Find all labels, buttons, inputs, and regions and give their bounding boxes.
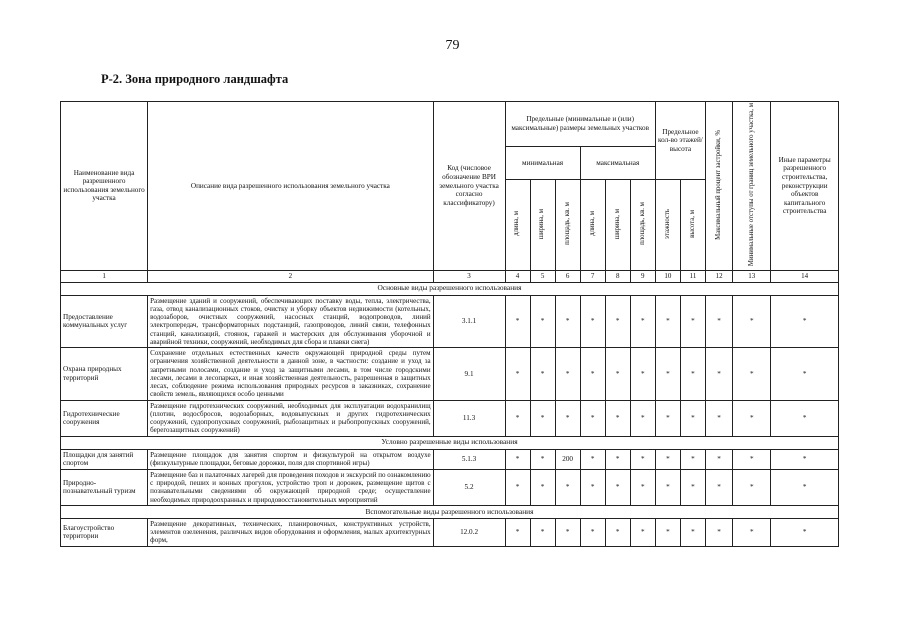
use-type-code: 5.1.3: [433, 449, 505, 469]
parameter-value: *: [705, 518, 732, 546]
header-height: высота, м: [680, 180, 705, 270]
column-number: 11: [680, 270, 705, 282]
header-name: Наименование вида разрешенного использования земельного участка: [61, 102, 148, 271]
parameter-value: *: [530, 295, 555, 348]
use-type-description: Размещение баз и палаточных лагерей для проведения походов и экскурсий по ознакомлению с природой, пеших и конных прогулок, устройство троп и дорожек, размещение щитов с познавательными сведениями об окружающей природной среде; осуществление необходимых природоохранных и природовосстановительных мероприятий: [148, 469, 433, 505]
parameter-value: *: [771, 469, 839, 505]
column-number: 14: [771, 270, 839, 282]
table-row: [61, 295, 839, 348]
parameter-value: *: [733, 518, 771, 546]
parameter-value: *: [530, 348, 555, 401]
parameter-value: *: [733, 295, 771, 348]
parameter-value: *: [771, 295, 839, 348]
use-type-code: 9.1: [433, 348, 505, 401]
parameter-value: *: [605, 348, 630, 401]
parameter-value: *: [705, 348, 732, 401]
parameter-value: *: [630, 348, 655, 401]
column-number: 1: [61, 270, 148, 282]
parameter-value: *: [630, 449, 655, 469]
parameter-value: *: [580, 295, 605, 348]
table-row: [61, 348, 839, 401]
column-number: 8: [605, 270, 630, 282]
use-type-name: Предоставление коммунальных услуг: [61, 295, 148, 348]
parameter-value: *: [733, 469, 771, 505]
column-numbers-row: [61, 270, 839, 282]
header-min-area: площадь, кв. м: [555, 180, 580, 270]
parameter-value: *: [655, 518, 680, 546]
parameter-value: *: [555, 400, 580, 436]
column-number: 4: [505, 270, 530, 282]
parameter-value: *: [680, 400, 705, 436]
column-number: 5: [530, 270, 555, 282]
parameter-value: *: [580, 449, 605, 469]
header-floors: этажность: [655, 180, 680, 270]
parameter-value: *: [733, 400, 771, 436]
use-type-code: 5.2: [433, 469, 505, 505]
header-min-width: ширина, м: [530, 180, 555, 270]
column-number: 3: [433, 270, 505, 282]
header-build-percent: Максимальный процент застройки, %: [705, 102, 732, 271]
use-type-description: Сохранение отдельных естественных качеств окружающей природной среды путем ограничения хозяйственной деятельности в данной зоне, в частности: создание и уход за запретными полосами, создание и уход за защитными лесами, в том числе городскими лесами, лесами в лесопарках, и иная хозяйственная деятельность, разрешенная в защитных лесах, соблюдение режима использования природных ресурсов в заказниках, сохранение свойств земель, являющихся особо ценными: [148, 348, 433, 401]
header-other-params: Иные параметры разрешенного строительства, реконструкции объектов капитального строительства: [771, 102, 839, 271]
parameter-value: *: [505, 400, 530, 436]
parameter-value: *: [655, 400, 680, 436]
parameter-value: *: [630, 469, 655, 505]
parameter-value: *: [771, 348, 839, 401]
parameter-value: *: [505, 295, 530, 348]
header-minimum: минимальная: [505, 147, 580, 180]
parameter-value: *: [630, 518, 655, 546]
group-title: Вспомогательные виды разрешенного использования: [61, 505, 839, 518]
parameter-value: *: [580, 518, 605, 546]
parameter-value: *: [655, 469, 680, 505]
parameter-value: *: [705, 295, 732, 348]
parameter-value: *: [680, 449, 705, 469]
group-header-row: [61, 505, 839, 518]
parameter-value: *: [505, 469, 530, 505]
parameter-value: *: [655, 348, 680, 401]
table-row: [61, 469, 839, 505]
header-max-length: длина, м: [580, 180, 605, 270]
parameter-value: *: [580, 348, 605, 401]
parameter-value: *: [505, 348, 530, 401]
land-use-table: [60, 101, 839, 547]
parameter-value: *: [605, 449, 630, 469]
parameter-value: *: [530, 449, 555, 469]
parameter-value: *: [680, 469, 705, 505]
parameter-value: *: [771, 449, 839, 469]
parameter-value: *: [733, 348, 771, 401]
parameter-value: *: [605, 518, 630, 546]
column-number: 10: [655, 270, 680, 282]
use-type-name: Природно-познавательный туризм: [61, 469, 148, 505]
column-number: 9: [630, 270, 655, 282]
section-title: Р-2. Зона природного ландшафта: [101, 72, 289, 86]
parameter-value: *: [705, 400, 732, 436]
use-type-name: Благоустройство территории: [61, 518, 148, 546]
column-number: 12: [705, 270, 732, 282]
header-maximum: максимальная: [580, 147, 655, 180]
parameter-value: *: [505, 449, 530, 469]
header-floors-height: Предельное кол-во этажей/ высота: [655, 102, 705, 180]
parameter-value: *: [530, 400, 555, 436]
table-row: [61, 400, 839, 436]
parameter-value: *: [655, 295, 680, 348]
column-number: 6: [555, 270, 580, 282]
column-number: 13: [733, 270, 771, 282]
parameter-value: *: [505, 518, 530, 546]
group-title: Условно разрешенные виды использования: [61, 436, 839, 449]
page-number: 79: [445, 38, 460, 53]
table-row: [61, 518, 839, 546]
parameter-value: *: [580, 469, 605, 505]
parameter-value: *: [605, 469, 630, 505]
header-min-length: длина, м: [505, 180, 530, 270]
use-type-name: Охрана природных территорий: [61, 348, 148, 401]
use-type-description: Размещение площадок для занятия спортом и физкультурой на открытом воздухе (физкультурные площадки, беговые дорожки, поля для спортивной игры): [148, 449, 433, 469]
use-type-description: Размещение гидротехнических сооружений, необходимых для эксплуатации водохранилищ (плотин, водосбросов, водозаборных, водовыпускных и других гидротехнических сооружений, судопропускных сооружений, рыбозащитных и рыбопропускных сооружений, берегозащитных сооружений): [148, 400, 433, 436]
parameter-value: *: [580, 400, 605, 436]
parameter-value: *: [705, 449, 732, 469]
parameter-value: *: [771, 518, 839, 546]
use-type-code: 12.0.2: [433, 518, 505, 546]
parameter-value: *: [630, 400, 655, 436]
header-size-limits: Предельные (минимальные и (или) максимальные) размеры земельных участков: [505, 102, 655, 147]
table-row: [61, 449, 839, 469]
parameter-value: *: [630, 295, 655, 348]
parameter-value: *: [680, 518, 705, 546]
parameter-value: *: [605, 400, 630, 436]
parameter-value: *: [530, 469, 555, 505]
header-max-width: ширина, м: [605, 180, 630, 270]
use-type-description: Размещение зданий и сооружений, обеспечивающих поставку воды, тепла, электричества, газа, отвод канализационных стоков, очистку и уборку объектов недвижимости (котельных, водозаборов, очистных сооружений, насосных станций, водопроводов, линий электропередач, трансформаторных подстанций, газопроводов, линий связи, телефонных станций, канализаций, стоянок, гаражей и мастерских для обслуживания уборочной и аварийной техники, сооружений, необходимых для сбора и плавки снега): [148, 295, 433, 348]
use-type-code: 3.1.1: [433, 295, 505, 348]
parameter-value: *: [555, 348, 580, 401]
group-header-row: [61, 282, 839, 295]
header-description: Описание вида разрешенного использования земельного участка: [148, 102, 433, 271]
parameter-value: *: [555, 469, 580, 505]
header-max-area: площадь, кв. м: [630, 180, 655, 270]
parameter-value: *: [705, 469, 732, 505]
group-header-row: [61, 436, 839, 449]
group-title: Основные виды разрешенного использования: [61, 282, 839, 295]
parameter-value: *: [733, 449, 771, 469]
use-type-description: Размещение декоративных, технических, планировочных, конструктивных устройств, элементов озеленения, различных видов оборудования и оформления, малых архитектурных форм,: [148, 518, 433, 546]
use-type-code: 11.3: [433, 400, 505, 436]
parameter-value: 200: [555, 449, 580, 469]
use-type-name: Площадки для занятий спортом: [61, 449, 148, 469]
parameter-value: *: [555, 295, 580, 348]
parameter-value: *: [680, 348, 705, 401]
column-number: 7: [580, 270, 605, 282]
parameter-value: *: [555, 518, 580, 546]
parameter-value: *: [655, 449, 680, 469]
parameter-value: *: [771, 400, 839, 436]
header-setbacks: Минимальные отступы от границ земельного участка, м: [733, 102, 771, 271]
column-number: 2: [148, 270, 433, 282]
parameter-value: *: [530, 518, 555, 546]
parameter-value: *: [680, 295, 705, 348]
use-type-name: Гидротехнические сооружения: [61, 400, 148, 436]
header-code: Код (числовое обозначение ВРИ земельного участка согласно классификатору): [433, 102, 505, 271]
parameter-value: *: [605, 295, 630, 348]
